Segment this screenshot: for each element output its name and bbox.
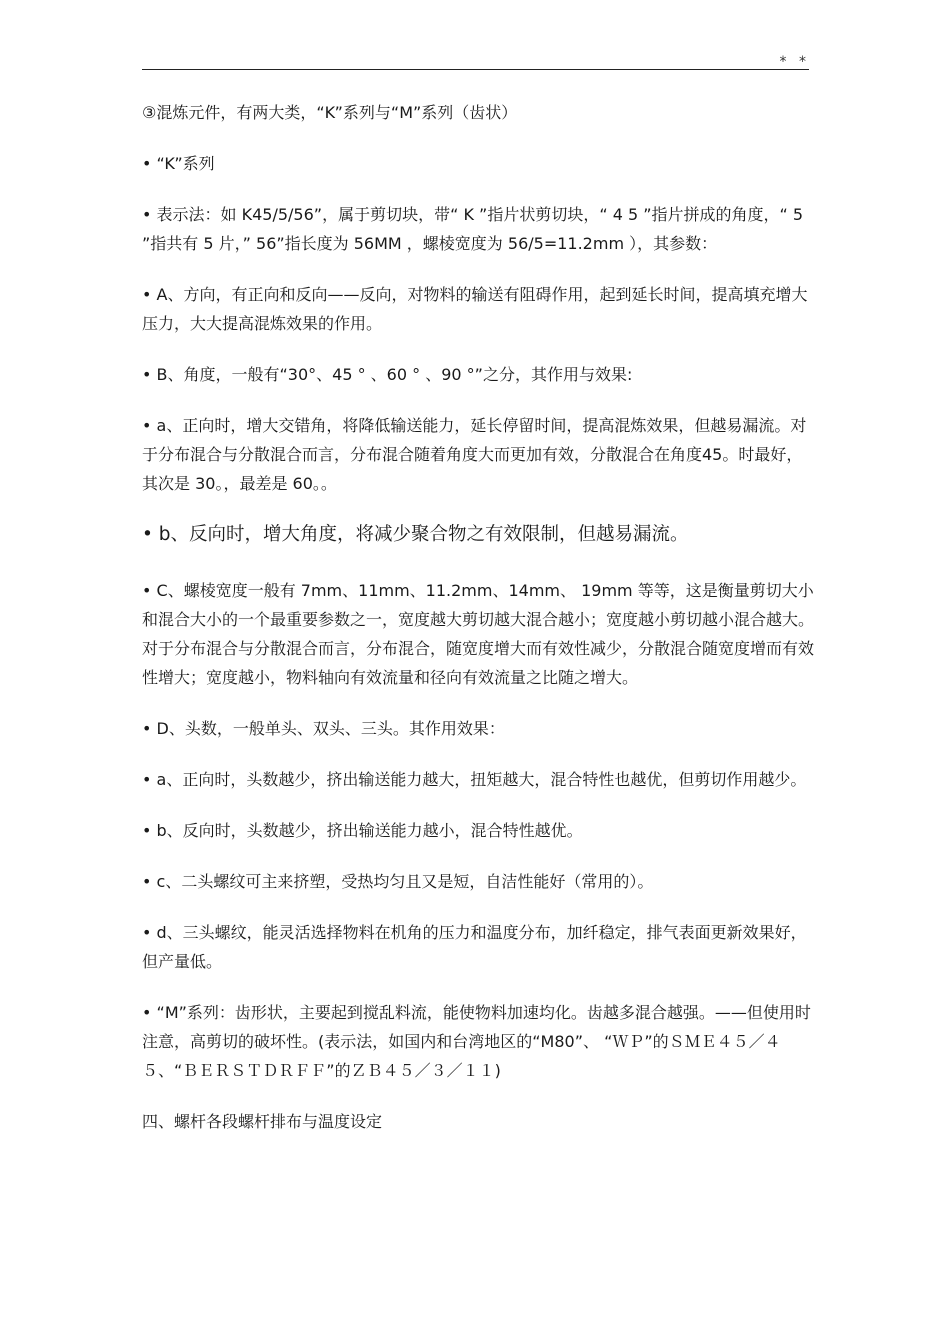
document-body: [142, 98, 814, 1158]
paragraph-b-angle: • B、角度，一般有“30°、45 ° 、60 ° 、90 °”之分，其作用与效果:: [142, 365, 633, 384]
section-heading-screw-layout: 四、螺杆各段螺杆排布与温度设定: [142, 1112, 383, 1131]
paragraph-angle-forward: • a、正向时，增大交错角，将降低输送能力，延长停留时间，提高混炼效果，但越易漏流。对于分布混合与分散混合而言，分布混合随着角度大而更加有效，分散混合在角度45。时最好，其次是 30。，最差是 60。。: [142, 416, 807, 493]
paragraph-mixing-elements-intro: ③混炼元件，有两大类，“K”系列与“M”系列（齿状）: [142, 103, 518, 122]
paragraph-threads-forward: • a、正向时，头数越少，挤出输送能力越大，扭矩越大，混合特性也越优，但剪切作用越少。: [142, 770, 807, 789]
paragraph-m-series: • “M”系列：齿形状，主要起到搅乱料流，能使物料加速均化。齿越多混合越强。——但使用时注意，高剪切的破坏性。(表示法，如国内和台湾地区的“M80”、 “ＷＰ”的ＳＭＥ４５／４５、“ＢＥＲＳＴＤＲＦＦ”的ＺＢ４５／３／１１): [142, 1003, 811, 1080]
paragraph-angle-reverse: • b、反向时，增大角度，将减少聚合物之有效限制，但越易漏流。: [142, 524, 689, 545]
paragraph-k-notation: • 表示法：如 K45/5/56”，属于剪切块，带“ K ”指片状剪切块，“ 4 5 ”指片拼成的角度，“ 5 ”指共有 5 片，” 56”指长度为 56MM ，螺棱宽度为 56/5=11.2mm ），其参数：: [142, 205, 804, 253]
paragraph-k-series-heading: • “K”系列: [142, 154, 215, 173]
paragraph-a-direction: • A、方向，有正向和反向——反向，对物料的输送有阻碍作用，起到延长时间，提高填充增大压力，大大提高混炼效果的作用。: [142, 285, 808, 333]
paragraph-d-thread-count: • D、头数，一般单头、双头、三头。其作用效果：: [142, 719, 505, 738]
header-rule: [142, 69, 809, 70]
paragraph-double-thread: • c、二头螺纹可主来挤塑，受热均匀且又是短，自洁性能好（常用的）。: [142, 872, 654, 891]
paragraph-triple-thread: • d、三头螺纹，能灵活选择物料在机角的压力和温度分布，加纤稳定，排气表面更新效果好，但产量低。: [142, 923, 807, 971]
header-mark: * *: [779, 54, 810, 70]
paragraph-threads-reverse: • b、反向时，头数越少，挤出输送能力越小，混合特性越优。: [142, 821, 583, 840]
paragraph-c-flight-width: • C、螺棱宽度一般有 7mm、11mm、11.2mm、14mm、 19mm 等等，这是衡量剪切大小和混合大小的一个最重要参数之一，宽度越大剪切越大混合越小；宽度越小剪切越小混合越大。对于分布混合与分散混合而言，分布混合，随宽度增大而有效性减少，分散混合随宽度增而有效性增大；宽度越小，物料轴向有效流量和径向有效流量之比随之增大。: [142, 581, 815, 687]
